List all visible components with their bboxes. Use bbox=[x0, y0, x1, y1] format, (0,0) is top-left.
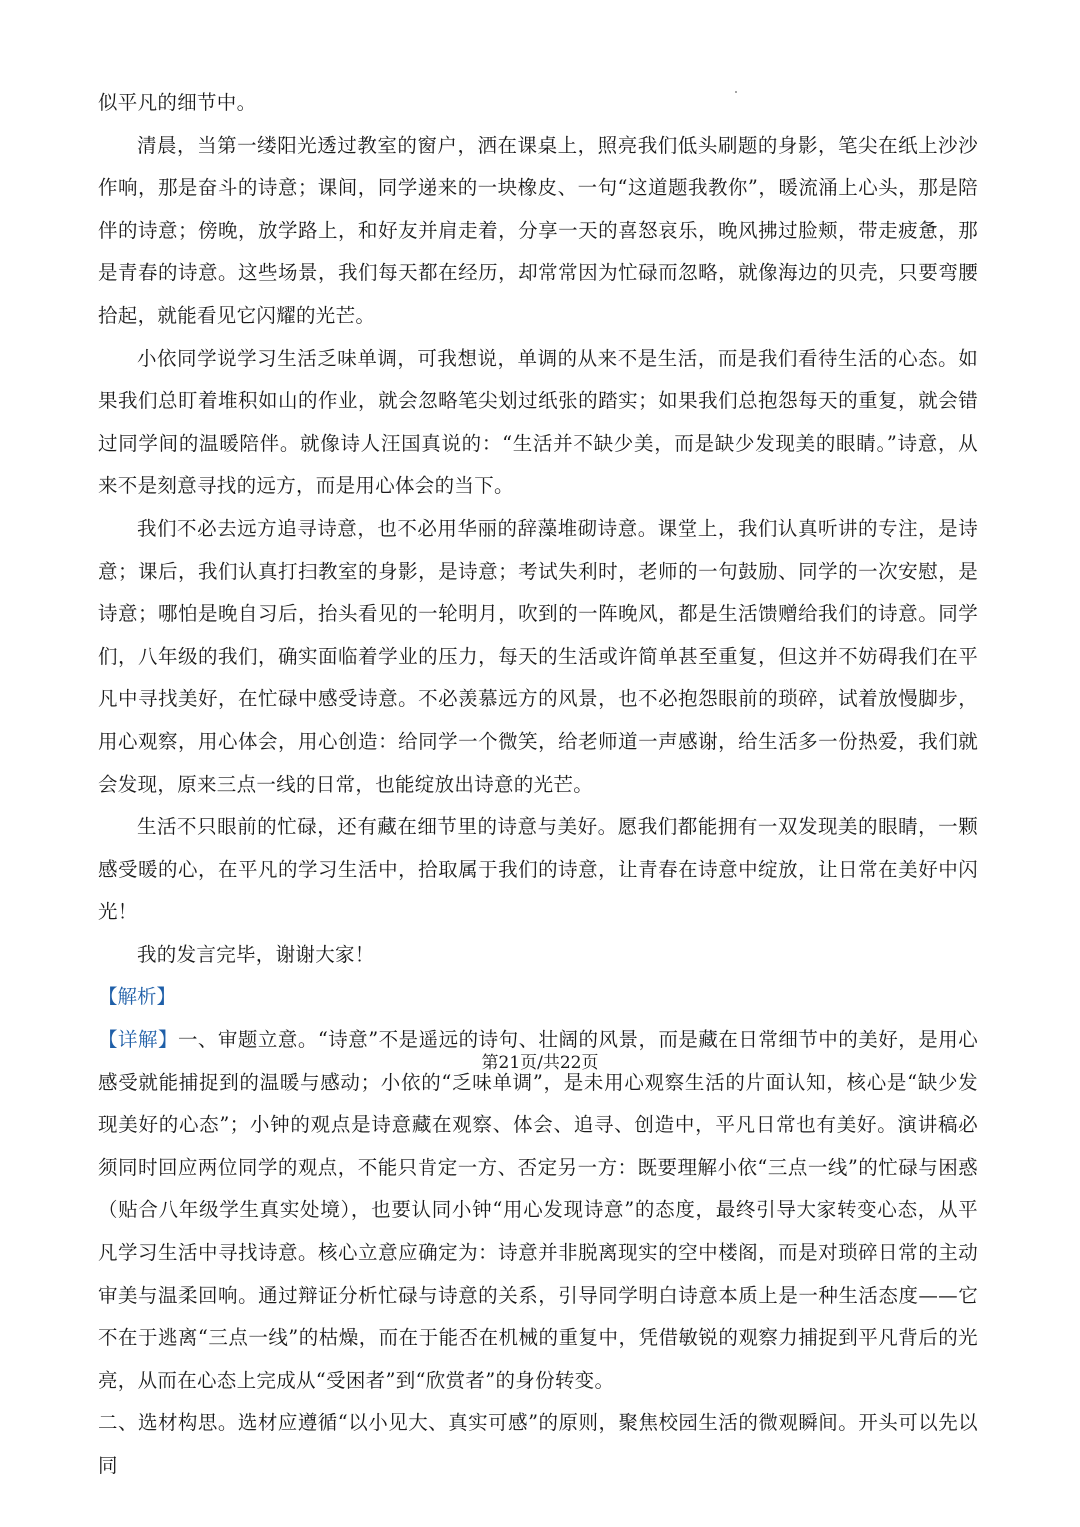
paragraph-closing: 我的发言完毕，谢谢大家！ bbox=[137, 942, 375, 966]
analysis-material-paragraph: 二、选材构思。选材应遵循“以小见大、真实可感”的原则，聚焦校园生活的微观瞬间。开头可以先以同 bbox=[98, 1411, 978, 1477]
paragraph-mindset: 小依同学说学习生活乏味单调，可我想说，单调的从来不是生活，而是我们看待生活的心态。如果我们总盯着堆积如山的作业，就会忽略笔尖划过纸张的踏实；如果我们总抱怨每天的重复，就会错过同学间的温暖陪伴。就像诗人汪国真说的：“生活并不缺少美，而是缺少发现美的眼睛。”诗意，从来不是刻意寻找的远方，而是用心体会的当下。 bbox=[98, 346, 978, 498]
analysis-label: 【解析】 bbox=[98, 985, 177, 1009]
page-footer: 第21页/共22页 bbox=[481, 1053, 599, 1073]
document-body bbox=[98, 82, 978, 1488]
paragraph-poetry-everywhere: 我们不必去远方追寻诗意，也不必用华丽的辞藻堆砌诗意。课堂上，我们认真听讲的专注，是诗意；课后，我们认真打扫教室的身影，是诗意；考试失利时，老师的一句鼓励、同学的一次安慰，是诗意；哪怕是晚自习后，抬头看见的一轮明月，吹到的一阵晚风，都是生活馈赠给我们的诗意。同学们，八年级的我们，确实面临着学业的压力，每天的生活或许简单甚至重复，但这并不妨碍我们在平凡中寻找美好，在忙碌中感受诗意。不必羡慕远方的风景，也不必抱怨眼前的琐碎，试着放慢脚步，用心观察，用心体会，用心创造：给同学一个微笑，给老师道一声感谢，给生活多一份热爱，我们就会发现，原来三点一线的日常，也能绽放出诗意的光芒。 bbox=[98, 516, 978, 796]
analysis-detail-paragraph bbox=[98, 1019, 978, 1402]
paragraph-morning-scenes: 清晨，当第一缕阳光透过教室的窗户，洒在课桌上，照亮我们低头刷题的身影，笔尖在纸上沙沙作响，那是奋斗的诗意；课间，同学递来的一块橡皮、一句“这道题我教你”，暖流涌上心头，那是陪伴的诗意；傍晚，放学路上，和好友并肩走着，分享一天的喜怒哀乐，晚风拂过脸颊，带走疲惫，那是青春的诗意。这些场景，我们每天都在经历，却常常因为忙碌而忽略，就像海边的贝壳，只要弯腰拾起，就能看见它闪耀的光芒。 bbox=[98, 133, 978, 327]
paragraph-continuation: 似平凡的细节中。 bbox=[98, 91, 257, 114]
paragraph-conclusion: 生活不只眼前的忙碌，还有藏在细节里的诗意与美好。愿我们都能拥有一双发现美的眼睛，一颗感受暖的心，在平凡的学习生活中，拾取属于我们的诗意，让青春在诗意中绽放，让日常在美好中闪光！ bbox=[98, 815, 978, 924]
detail-text: 一、审题立意。“诗意”不是遥远的诗句、壮阔的风景，而是藏在日常细节中的美好，是用心感受就能捕捉到的温暖与感动；小依的“乏味单调”，是未用心观察生活的片面认知，核心是“缺少发现美好的心态”；小钟的观点是诗意藏在观察、体会、追寻、创造中，平凡日常也有美好。演讲稿必须同时回应两位同学的观点，不能只肯定一方、否定另一方：既要理解小依“三点一线”的忙碌与困惑（贴合八年级学生真实处境），也要认同小钟“用心发现诗意”的态度，最终引导大家转变心态，从平凡学习生活中寻找诗意。核心立意应确定为：诗意并非脱离现实的空中楼阁，而是对琐碎日常的主动审美与温柔回响。通过辩证分析忙碌与诗意的关系，引导同学明白诗意本质上是一种生活态度——它不在于逃离“三点一线”的枯燥，而在于能否在机械的重复中，凭借敏锐的观察力捕捉到平凡背后的光亮，从而在心态上完成从“受困者”到“欣赏者”的身份转变。 bbox=[98, 1028, 978, 1392]
detail-label: 【详解】 bbox=[98, 1028, 178, 1052]
